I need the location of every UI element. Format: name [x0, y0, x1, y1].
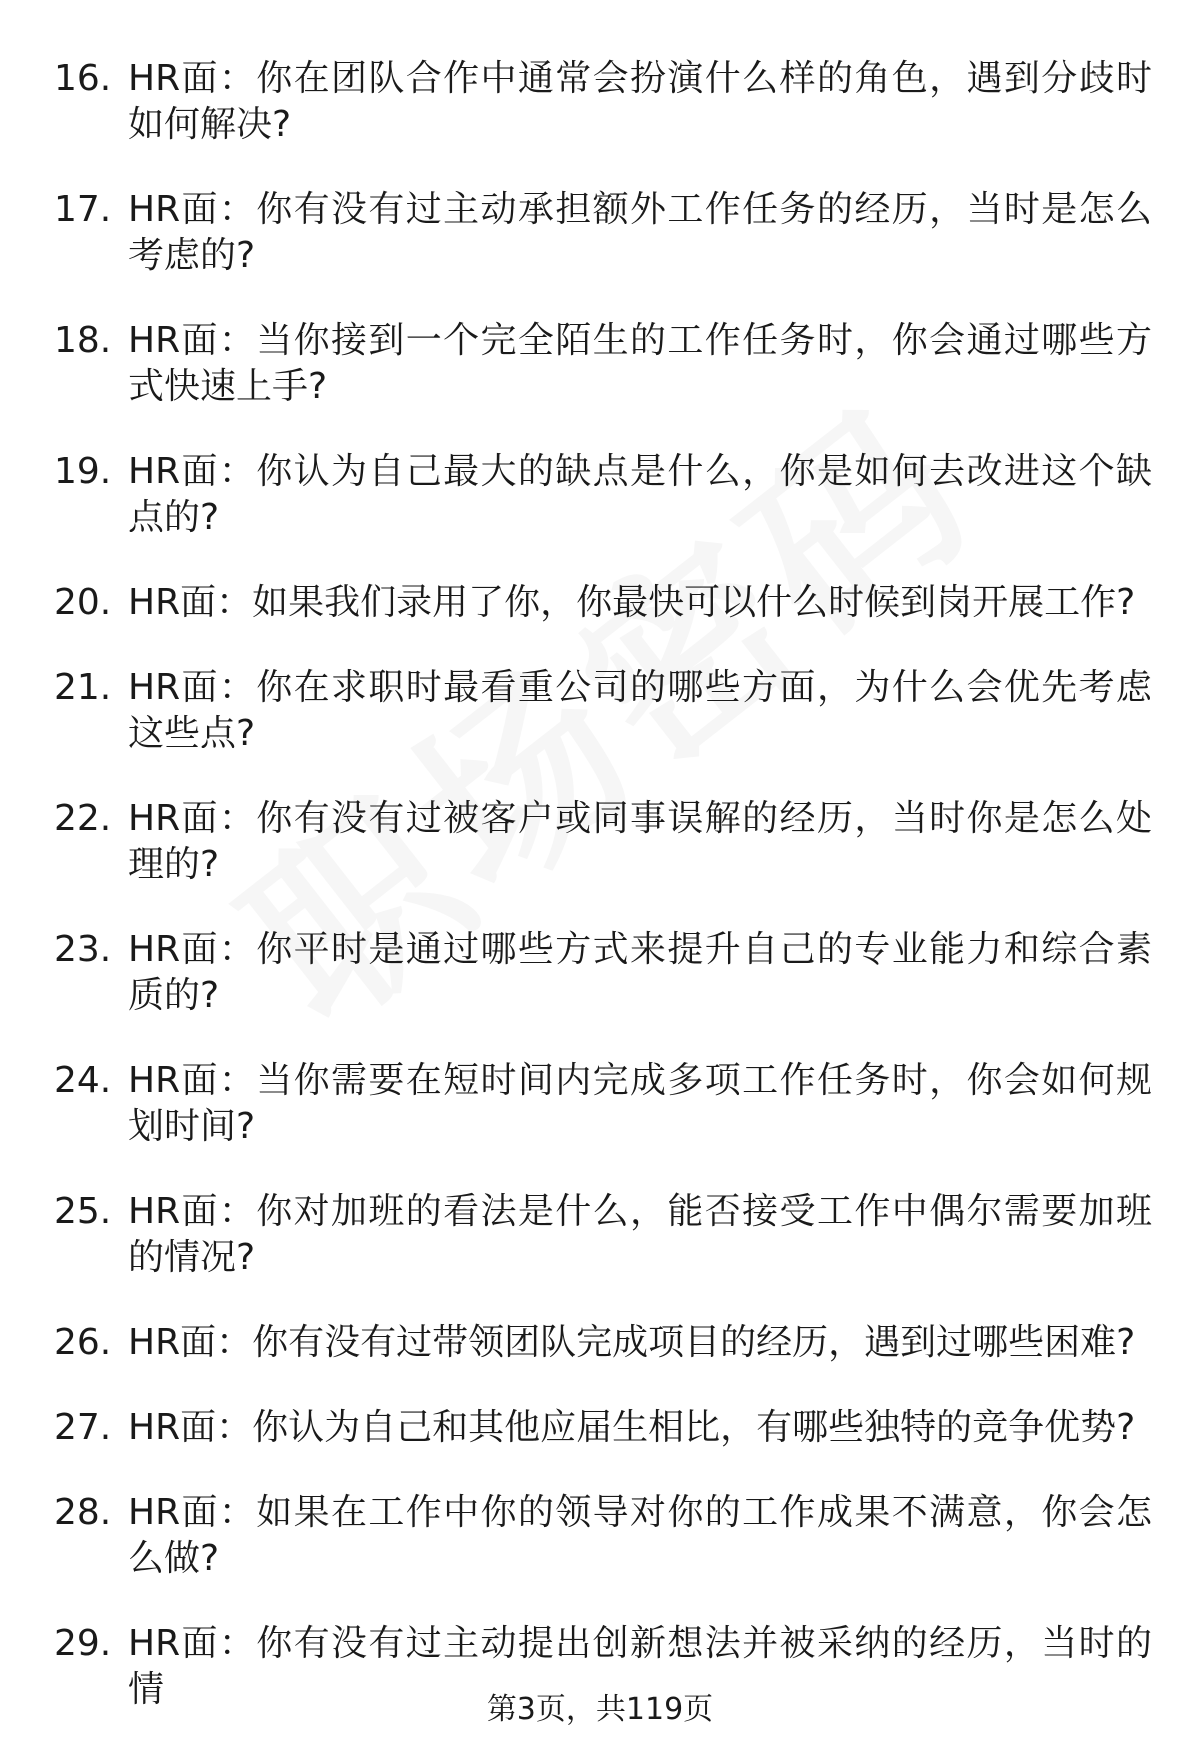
item-number: 24. — [54, 1060, 112, 1101]
item-text: HR面：你有没有过带领团队完成项目的经历，遇到过哪些困难? — [128, 1322, 1136, 1363]
list-item — [0, 1405, 1200, 1451]
item-number: 28. — [54, 1492, 112, 1533]
list-item — [0, 665, 1200, 757]
item-text: HR面：如果在工作中你的领导对你的工作成果不满意，你会怎么做? — [128, 1492, 1152, 1579]
item-text: HR面：你认为自己和其他应届生相比，有哪些独特的竞争优势? — [128, 1407, 1136, 1448]
list-item — [0, 1320, 1200, 1366]
item-number: 17. — [54, 189, 112, 230]
item-text: HR面：你有没有过被客户或同事误解的经历，当时你是怎么处理的? — [128, 798, 1152, 885]
item-number: 16. — [54, 58, 112, 99]
item-number: 19. — [54, 451, 112, 492]
item-number: 23. — [54, 929, 112, 970]
list-item — [0, 927, 1200, 1019]
item-number: 18. — [54, 320, 112, 361]
list-item — [0, 580, 1200, 626]
item-text: HR面：当你接到一个完全陌生的工作任务时，你会通过哪些方式快速上手? — [128, 320, 1152, 407]
item-number: 22. — [54, 798, 112, 839]
list-item — [0, 1490, 1200, 1582]
item-number: 20. — [54, 582, 112, 623]
item-text: HR面：如果我们录用了你，你最快可以什么时候到岗开展工作? — [128, 582, 1136, 623]
list-item — [0, 318, 1200, 410]
list-item — [0, 187, 1200, 279]
list-item — [0, 449, 1200, 541]
item-text: HR面：你有没有过主动承担额外工作任务的经历，当时是怎么考虑的? — [128, 189, 1152, 276]
item-text: HR面：你认为自己最大的缺点是什么，你是如何去改进这个缺点的? — [128, 451, 1152, 538]
item-text: HR面：你平时是通过哪些方式来提升自己的专业能力和综合素质的? — [128, 929, 1152, 1016]
item-text: HR面：你在团队合作中通常会扮演什么样的角色，遇到分歧时如何解决? — [128, 58, 1152, 145]
list-item — [0, 796, 1200, 888]
page-footer: 第3页，共119页 — [486, 1692, 714, 1727]
item-text: HR面：当你需要在短时间内完成多项工作任务时，你会如何规划时间? — [128, 1060, 1152, 1147]
item-text: HR面：你对加班的看法是什么，能否接受工作中偶尔需要加班的情况? — [128, 1191, 1152, 1278]
item-number: 25. — [54, 1191, 112, 1232]
item-text: HR面：你有没有过主动提出创新想法并被采纳的经历，当时的情 — [128, 1623, 1152, 1710]
item-text: HR面：你在求职时最看重公司的哪些方面，为什么会优先考虑这些点? — [128, 667, 1152, 754]
question-list — [0, 56, 1200, 1752]
list-item — [0, 56, 1200, 148]
list-item — [0, 1058, 1200, 1150]
item-number: 21. — [54, 667, 112, 708]
list-item — [0, 1189, 1200, 1281]
item-number: 26. — [54, 1322, 112, 1363]
item-number: 29. — [54, 1623, 112, 1664]
item-number: 27. — [54, 1407, 112, 1448]
